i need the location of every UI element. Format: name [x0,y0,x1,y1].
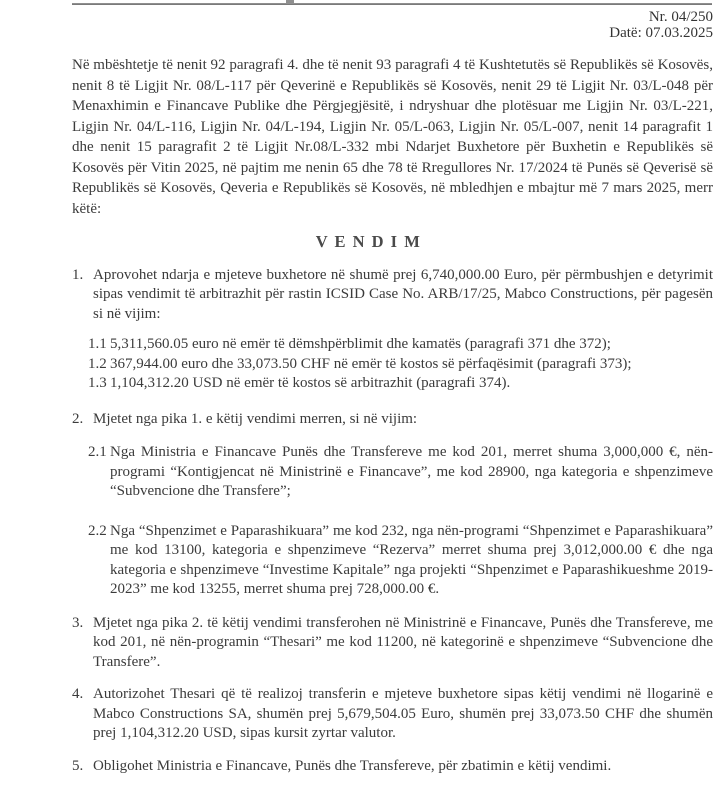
subitem-1-3-number: 1.3 [88,375,107,391]
item-1-sublist [72,335,713,394]
item-3-number: 3. [72,614,84,631]
item-5-number: 5. [72,757,84,774]
item-2-sublist [72,443,713,600]
doc-meta [72,0,713,41]
subitem-2-1-number: 2.1 [88,444,107,460]
item-4-number: 4. [72,686,84,702]
subitem-2-2-text: Nga “Shpenzimet e Paparashikuara” me kod 232, nga nën-programi “Shpenzimet e Paparashikuara” me kod 13100, kategoria e shpenzimeve “Rezerva” merret shuma prej 3,012,000.00 € dhe nga kategoria e shpenzimeve “Investime Kapitale” nga projekti “Shpenzimet e Paparashikueshme 2019-2023” me kod 13255, merret shuma prej 728,000.00 €. [110,522,713,597]
subitem-2-2-number: 2.2 [88,522,107,539]
decision-item-2 [72,410,713,430]
subitem-1-1-number: 1.1 [88,336,107,352]
subitem-1-2 [88,355,713,375]
doc-number: Nr. 04/250 [648,9,713,25]
item-4-text: Autorizohet Thesari që të realizoj transferin e mjeteve buxhetore sipas këtij vendimi në llogarinë e Mabco Constructions SA, shumën prej 5,679,504.05 Euro, shumën prej 33,073.50 CHF dhe shumën prej 1,104,312.20 USD, sipas kursit zyrtar valutor. [93,686,713,741]
scan-artifact [286,0,294,3]
item-1-number: 1. [72,266,84,283]
doc-date: Datë: 07.03.2025 [609,25,713,41]
item-3-text: Mjetet nga pika 2. të këtij vendimi transferohen në Ministrinë e Financave, Punës dhe Transfereve, me kod 201, në nën-programin “Thesari” me kod 11200, në kategorinë e shpenzimeve “Subvencione dhe Transfere”. [93,614,713,670]
item-2-text: Mjetet nga pika 1. e këtij vendimi merren, si në vijim: [93,410,418,427]
subitem-1-3-text: 1,104,312.20 USD në emër të kostos së arbitrazhit (paragrafi 374). [110,375,511,391]
subitem-2-1-text: Nga Ministria e Financave Punës dhe Transfereve me kod 201, merret shuma 3,000,000 €, nën-programi “Kontigjencat në Ministrinë e Financave”, me kod 28900, nga kategoria e shpenzimeve “Subvencione dhe Transfere”; [110,444,713,499]
subitem-1-1 [88,335,713,355]
subitem-2-2 [88,522,713,600]
letterhead-rule [72,3,712,5]
intro-paragraph: Në mbështetje të nenit 92 paragrafi 4. dhe të nenit 93 paragrafi 4 të Kushtetutës së Republikës së Kosovës, nenit 8 të Ligjit Nr. 08/L-117 për Qeverinë e Republikës së Kosovës, nenit 29 të Ligjit Nr. 03/L-048 për Menaxhimin e Financave Publike dhe Përgjegjësitë, i ndryshuar dhe plotësuar me Ligjin Nr. 03/L-221, Ligjin Nr. 04/L-116, Ligjin Nr. 04/L-194, Ligjin Nr. 05/L-063, Ligjin Nr. 05/L-007, nenit 14 paragrafit 1 dhe nenit 15 paragrafit 2 të Ligjit Nr.08/L-332 mbi Ndarjet Buxhetore për Buxhetin e Republikës së Kosovës për Vitin 2025, në pajtim me nenin 65 dhe 78 të Rregullores Nr. 17/2024 të Punës së Qeverisë së Republikës së Kosovës, Qeveria e Republikës së Kosovës, në mbledhjen e mbajtur më 7 mars 2025, merr këtë: [72,57,713,217]
decision-item-4 [72,685,713,744]
subitem-1-3 [88,374,713,394]
subitem-1-1-text: 5,311,560.05 euro në emër të dëmshpërblimit dhe kamatës (paragrafi 371 dhe 372); [110,336,611,352]
decision-title: V E N D I M [315,232,422,251]
item-1-text: Aprovohet ndarja e mjeteve buxhetore në shumë prej 6,740,000.00 Euro, për përmbushjen e detyrimit sipas vendimit të arbitrazhit për rastin ICSID Case No. ARB/17/25, Mabco Constructions, për pagesën si në vijim: [93,266,713,322]
item-2-number: 2. [72,410,84,427]
decision-item-3 [72,614,713,673]
item-5-text: Obligohet Ministria e Financave, Punës dhe Transfereve, për zbatimin e këtij vendimi. [93,757,612,774]
subitem-2-1 [88,443,713,502]
subitem-1-2-number: 1.2 [88,355,107,372]
subitem-1-2-text: 367,944.00 euro dhe 33,073.50 CHF në emër të kostos së përfaqësimit (paragrafi 373); [110,355,632,372]
decision-item-1 [72,266,713,325]
decision-item-5 [72,757,713,777]
